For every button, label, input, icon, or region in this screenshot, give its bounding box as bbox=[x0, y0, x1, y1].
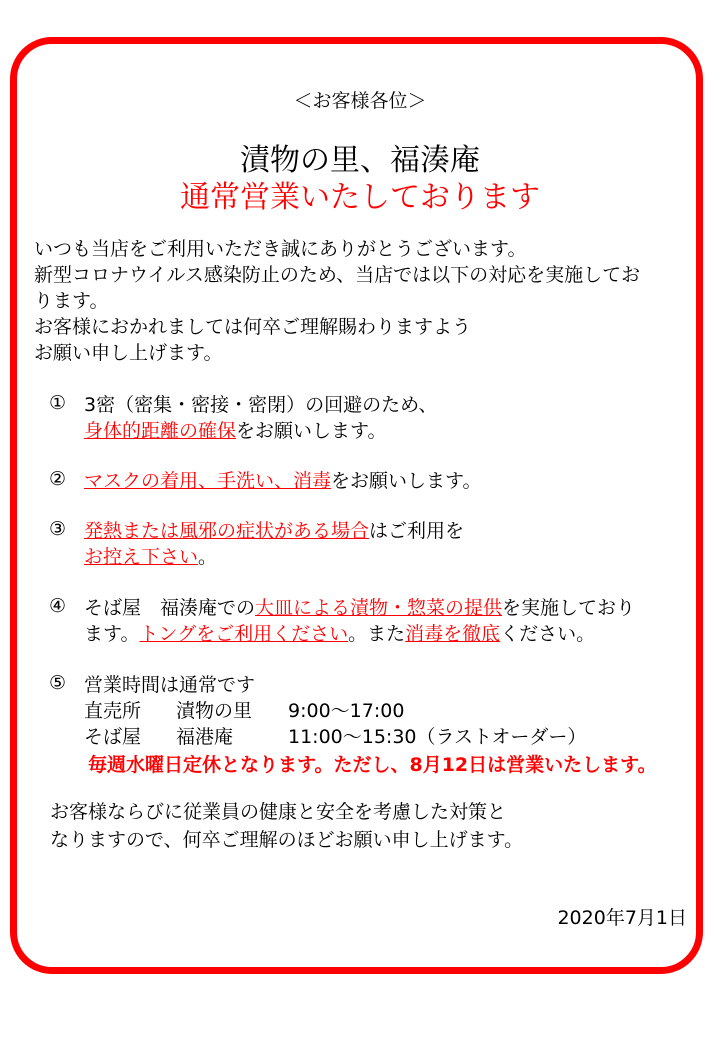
holiday-notice: 毎週水曜日定休となります。ただし、8月12日は営業いたします。 bbox=[88, 754, 657, 776]
highlight-text: 身体的距離の確保 bbox=[84, 420, 237, 442]
item-text: 3密（密集・密接・密閉）の回避のため、 bbox=[84, 394, 438, 416]
list-item-masks bbox=[84, 468, 482, 494]
intro-paragraph bbox=[34, 236, 640, 366]
item-number: ⑤ bbox=[49, 672, 67, 694]
shop-type: そば屋 bbox=[84, 726, 142, 748]
item-text: 。 bbox=[198, 546, 218, 568]
intro-line: いつも当店をご利用いただき誠にありがとうございます。 bbox=[34, 238, 527, 260]
page-title: 漬物の里、福湊庵 bbox=[240, 143, 480, 178]
item-text: 。また bbox=[348, 623, 406, 645]
list-item-platters bbox=[84, 595, 635, 647]
salutation: ＜お客様各位＞ bbox=[293, 90, 427, 112]
list-item-symptoms bbox=[84, 518, 464, 570]
hours-row bbox=[84, 724, 586, 750]
page-subtitle: 通常営業いたしております bbox=[180, 180, 540, 215]
closing-line: お客様ならびに従業員の健康と安全を考慮した対策と bbox=[50, 801, 507, 823]
closing-line: なりますので、何卒ご理解のほどお願い申し上げます。 bbox=[50, 829, 524, 851]
item-text: をお願いします。 bbox=[331, 470, 482, 492]
item-text: はご利用を bbox=[369, 520, 465, 542]
intro-line: お願い申し上げます。 bbox=[34, 342, 223, 364]
shop-type: 直売所 bbox=[84, 700, 142, 722]
hours-heading: 営業時間は通常です bbox=[84, 674, 256, 696]
highlight-text: 消毒を徹底 bbox=[405, 623, 501, 645]
item-text: ます。 bbox=[84, 623, 140, 645]
intro-line: お客様におかれましては何卒ご理解賜わりますよう bbox=[34, 316, 472, 338]
intro-line: ります。 bbox=[34, 290, 109, 312]
item-number: ② bbox=[49, 468, 67, 490]
list-item-hours bbox=[84, 672, 586, 750]
shop-hours: 11:00～15:30（ラストオーダー） bbox=[288, 726, 587, 748]
highlight-text: マスクの着用、手洗い、消毒 bbox=[84, 470, 332, 492]
shop-hours: 9:00～17:00 bbox=[288, 700, 405, 722]
highlight-text: トングをご利用ください bbox=[139, 623, 349, 645]
highlight-text: 発熱または風邪の症状がある場合 bbox=[84, 520, 370, 542]
list-item-distancing bbox=[84, 392, 437, 444]
item-number: ① bbox=[49, 392, 67, 414]
item-number: ④ bbox=[49, 595, 67, 617]
item-number: ③ bbox=[49, 518, 67, 540]
hours-row bbox=[84, 698, 586, 724]
shop-name: 福港庵 bbox=[176, 726, 234, 748]
item-text: をお願いします。 bbox=[236, 420, 387, 442]
item-text: を実施しており bbox=[502, 597, 636, 619]
highlight-text: お控え下さい bbox=[84, 546, 199, 568]
intro-line: 新型コロナウイルス感染防止のため、当店では以下の対応を実施してお bbox=[34, 264, 641, 286]
item-text: そば屋 福湊庵での bbox=[84, 597, 256, 619]
issue-date: 2020年7月1日 bbox=[557, 907, 687, 929]
closing-paragraph bbox=[50, 798, 523, 854]
highlight-text: 大皿による漬物・惣菜の提供 bbox=[255, 597, 503, 619]
shop-name: 漬物の里 bbox=[176, 700, 253, 722]
item-text: ください。 bbox=[500, 623, 596, 645]
